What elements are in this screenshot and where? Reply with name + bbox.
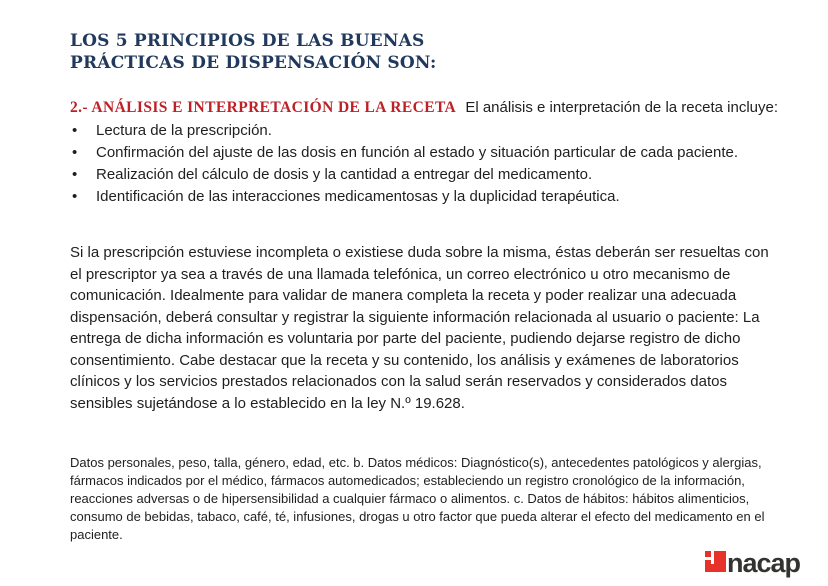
logo-i-carve-vertical xyxy=(711,551,714,564)
page-title-line-2: PRÁCTICAS DE DISPENSACIÓN SON: xyxy=(70,53,437,73)
bullet-item-3: • Realización del cálculo de dosis y la cantidad a entregar del medicamento. xyxy=(70,164,770,186)
section-heading: 2.- ANÁLISIS E INTERPRETACIÓN DE LA RECETA xyxy=(70,99,457,116)
inacap-logo-text: nacap xyxy=(726,548,800,578)
bullet-item-1: • Lectura de la prescripción. xyxy=(70,120,770,142)
section-intro: El análisis e interpretación de la receta incluye: xyxy=(465,99,778,116)
page-title xyxy=(70,30,437,74)
body-paragraph: Si la prescripción estuviese incompleta o existiese duda sobre la misma, éstas deberán ser resueltas con el prescriptor ya sea a través de una llamada telefónica, un correo electrónico u otro mecanismo de comunicación. Idealmente para validar de manera completa la receta y poder realizar una adecuada dispensación, deberá consultar y registrar la siguiente información relacionada al usuario o paciente: La entrega de dicha información es voluntaria por parte del paciente, pudiendo dejarse registro de dicho consentimiento. Cabe destacar que la receta y su contenido, los análisis y exámenes de laboratorios clínicos y los servicios prestados relacionados con la salud serán reservados y considerados datos sensibles sujetándose a lo establecido en la ley N.º 19.628. xyxy=(70,244,769,412)
page-title-line-1: LOS 5 PRINCIPIOS DE LAS BUENAS xyxy=(70,31,425,51)
inacap-logo-icon xyxy=(705,551,726,572)
footnote-paragraph: Datos personales, peso, talla, género, edad, etc. b. Datos médicos: Diagnóstico(s), antecedentes patológicos y alergias, fármacos indicados por el médico, fármacos automedicados; estableciendo un registro cronológico de la información, reacciones adversas o de hipersensibilidad a cualquier fármaco o alimentos. c. Datos de hábitos: hábitos alimenticios, consumo de bebidas, tabaco, café, té, infusiones, drogas u otro factor que pueda alterar el efecto del medicamento en el paciente. xyxy=(70,455,765,542)
inacap-logo xyxy=(705,550,800,577)
logo-i-carve-horizontal xyxy=(705,557,711,560)
bullet-item-4: • Identificación de las interacciones medicamentosas y la duplicidad terapéutica. xyxy=(70,186,770,208)
bullet-item-2: • Confirmación del ajuste de las dosis en función al estado y situación particular de cada paciente. xyxy=(70,142,770,164)
bullet-list xyxy=(70,120,770,208)
section-heading-line xyxy=(70,98,778,118)
